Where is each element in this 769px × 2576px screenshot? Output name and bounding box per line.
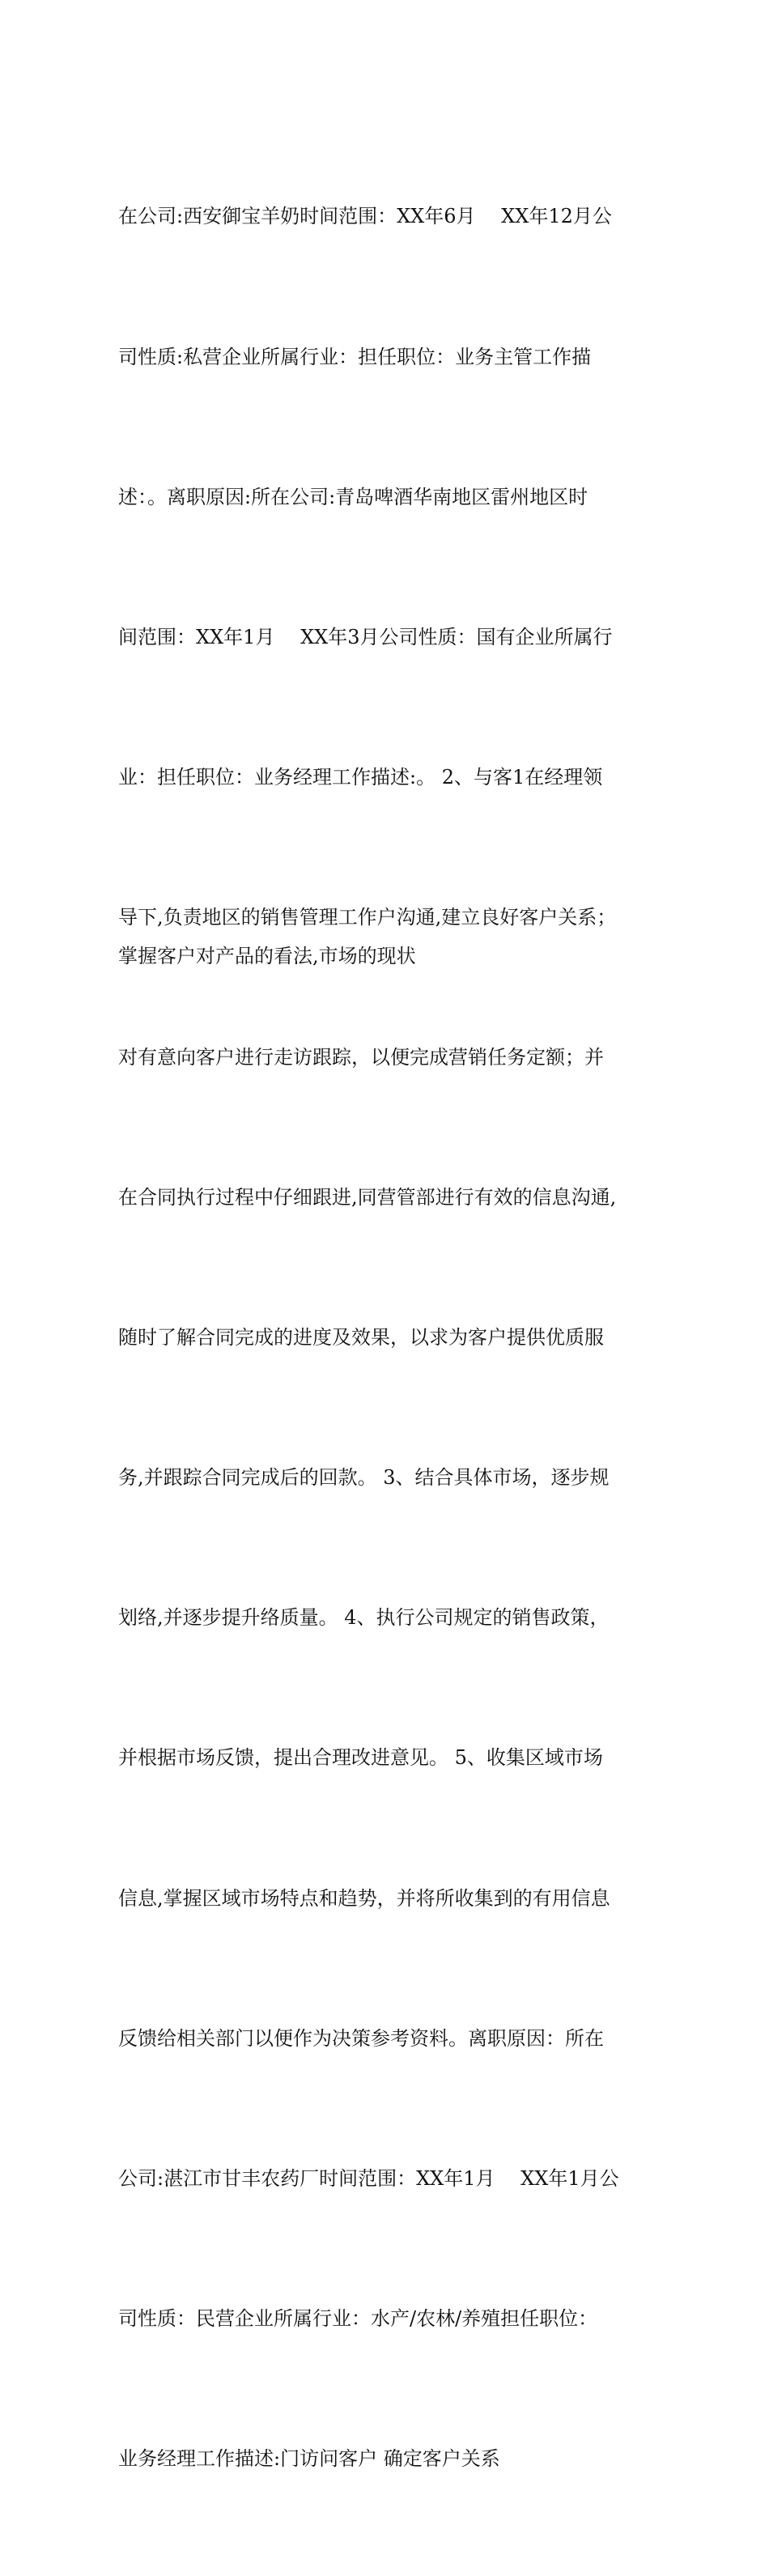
text-line: 对有意向客户进行走访跟踪，以便完成营销任务定额；并	[118, 1045, 604, 1069]
text-line: 反馈给相关部门以便作为决策参考资料。离职原因：所在	[118, 2026, 604, 2050]
text-line: 间范围：XX年1月 XX年3月公司性质：国有企业所属行	[118, 625, 613, 648]
text-line: 述：。离职原因:所在公司:青岛啤酒华南地区雷州地区时	[118, 485, 588, 508]
text-line: 并根据市场反馈，提出合理改进意见。 5、收集区域市场	[118, 1746, 603, 1770]
text-line: 司性质:私营企业所属行业：担任职位：业务主管工作描	[118, 345, 592, 368]
text-line: 司性质：民营企业所属行业：水产/农林/养殖担任职位：	[118, 2306, 598, 2330]
text-line: 在公司:西安御宝羊奶时间范围：XX年6月 XX年12月公	[118, 205, 612, 228]
text-line: 业：担任职位：业务经理工作描述:。 2、与客1在经理领	[118, 765, 603, 789]
text-line: 随时了解合同完成的进度及效果，以求为客户提供优质服	[118, 1326, 604, 1350]
text-line: 划络,并逐步提升络质量。 4、执行公司规定的销售政策，	[118, 1606, 610, 1630]
closing-paragraph: 掌握客户对产品的看法,市场的现状	[118, 945, 416, 967]
text-line: 公司:湛江市甘丰农药厂时间范围：XX年1月 XX年1月公	[118, 2166, 619, 2190]
body-paragraph	[118, 100, 662, 2576]
text-line: 在合同执行过程中仔细跟进,同营管部进行有效的信息沟通,	[118, 1186, 617, 1209]
text-line: 信息,掌握区域市场特点和趋势，并将所收集到的有用信息	[118, 1886, 610, 1910]
text-line: 导下,负责地区的销售管理工作户沟通,建立良好客户关系；	[118, 905, 617, 929]
text-line: 务,并跟踪合同完成后的回款。 3、结合具体市场，逐步规	[118, 1466, 610, 1490]
text-line: 业务经理工作描述:门访问客户 确定客户关系	[118, 2446, 500, 2470]
